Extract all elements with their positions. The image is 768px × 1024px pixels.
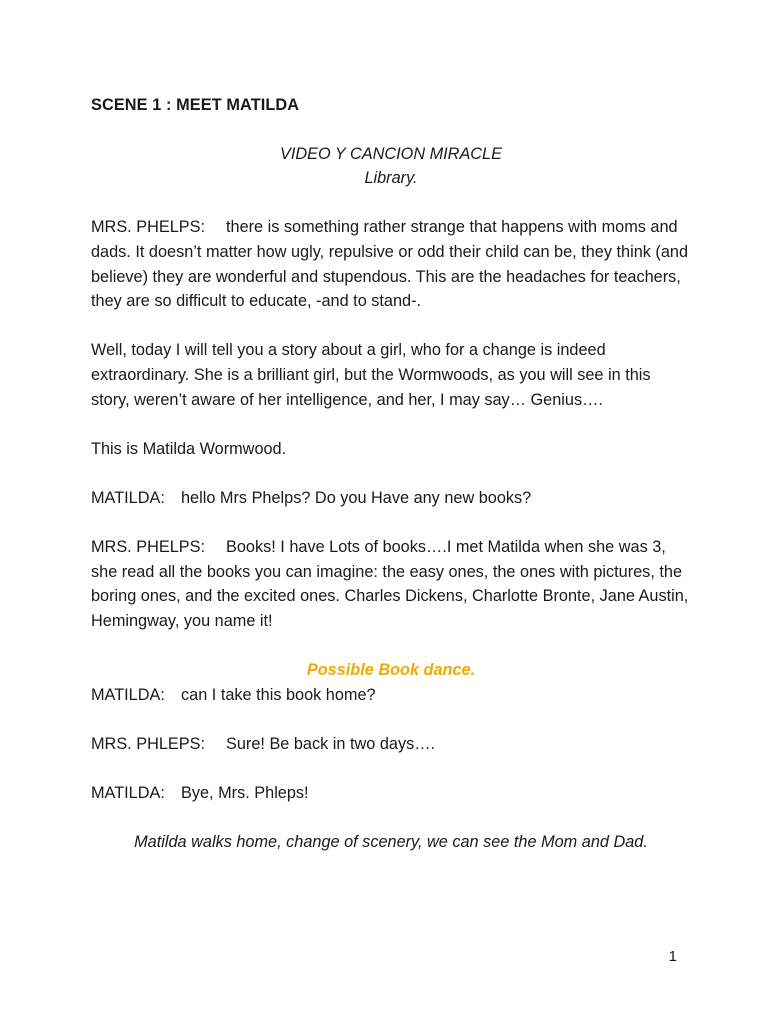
- dialogue-text: hello Mrs Phelps? Do you Have any new books?: [181, 488, 532, 507]
- dialogue-text: This is Matilda Wormwood.: [91, 439, 287, 458]
- dialogue-block: [91, 683, 691, 708]
- dance-note: Possible Book dance.: [306, 661, 476, 680]
- dialogue-text: Sure! Be back in two days….: [226, 734, 436, 753]
- speaker-name: MATILDA:: [91, 685, 165, 704]
- dialogue-text: there is something rather strange that happens with moms and dads. It doesn’t matter how ugly, repulsive or odd their child can be, they think (and believe) they are wonderful and stupendous. This are the headaches for teachers, they are so difficult to educate, -and to stand-.: [91, 218, 689, 311]
- scene-title: SCENE 1 : MEET MATILDA: [91, 96, 300, 114]
- dialogue-block: [91, 781, 691, 806]
- dialogue-block: [91, 732, 691, 757]
- page-number: 1: [668, 948, 677, 965]
- dialogue-block: [91, 437, 691, 462]
- dialogue-text: Books! I have Lots of books….I met Matilda when she was 3, she read all the books you can imagine: the easy ones, the ones with pictures, the boring ones, and the excited ones. Charles Dickens, Charlotte Bronte, Jane Austin, Hemingway, you name it!: [91, 538, 689, 630]
- dialogue-block: [91, 215, 691, 313]
- speaker-name: MRS. PHELPS:: [91, 538, 206, 557]
- heading-location: Library.: [364, 169, 418, 188]
- dialogue-block: [91, 486, 691, 511]
- dialogue-text: Bye, Mrs. Phleps!: [181, 784, 309, 803]
- script-content: [91, 93, 691, 855]
- speaker-name: MRS. PHLEPS:: [91, 734, 206, 753]
- dialogue-block: [91, 535, 691, 633]
- heading-video: VIDEO Y CANCION MIRACLE: [280, 144, 502, 163]
- stage-direction: Matilda walks home, change of scenery, we can see the Mom and Dad.: [134, 833, 648, 852]
- dialogue-text: can I take this book home?: [181, 685, 376, 704]
- speaker-name: MATILDA:: [91, 488, 165, 507]
- dialogue-block: [91, 338, 691, 412]
- dialogue-text: Well, today I will tell you a story about a girl, who for a change is indeed extraordinary. She is a brilliant girl, but the Wormwoods, as you will see in this story, weren’t aware of her intelligence, and her, I may say… Genius….: [91, 341, 651, 409]
- speaker-name: MRS. PHELPS:: [91, 218, 206, 237]
- speaker-name: MATILDA:: [91, 784, 165, 803]
